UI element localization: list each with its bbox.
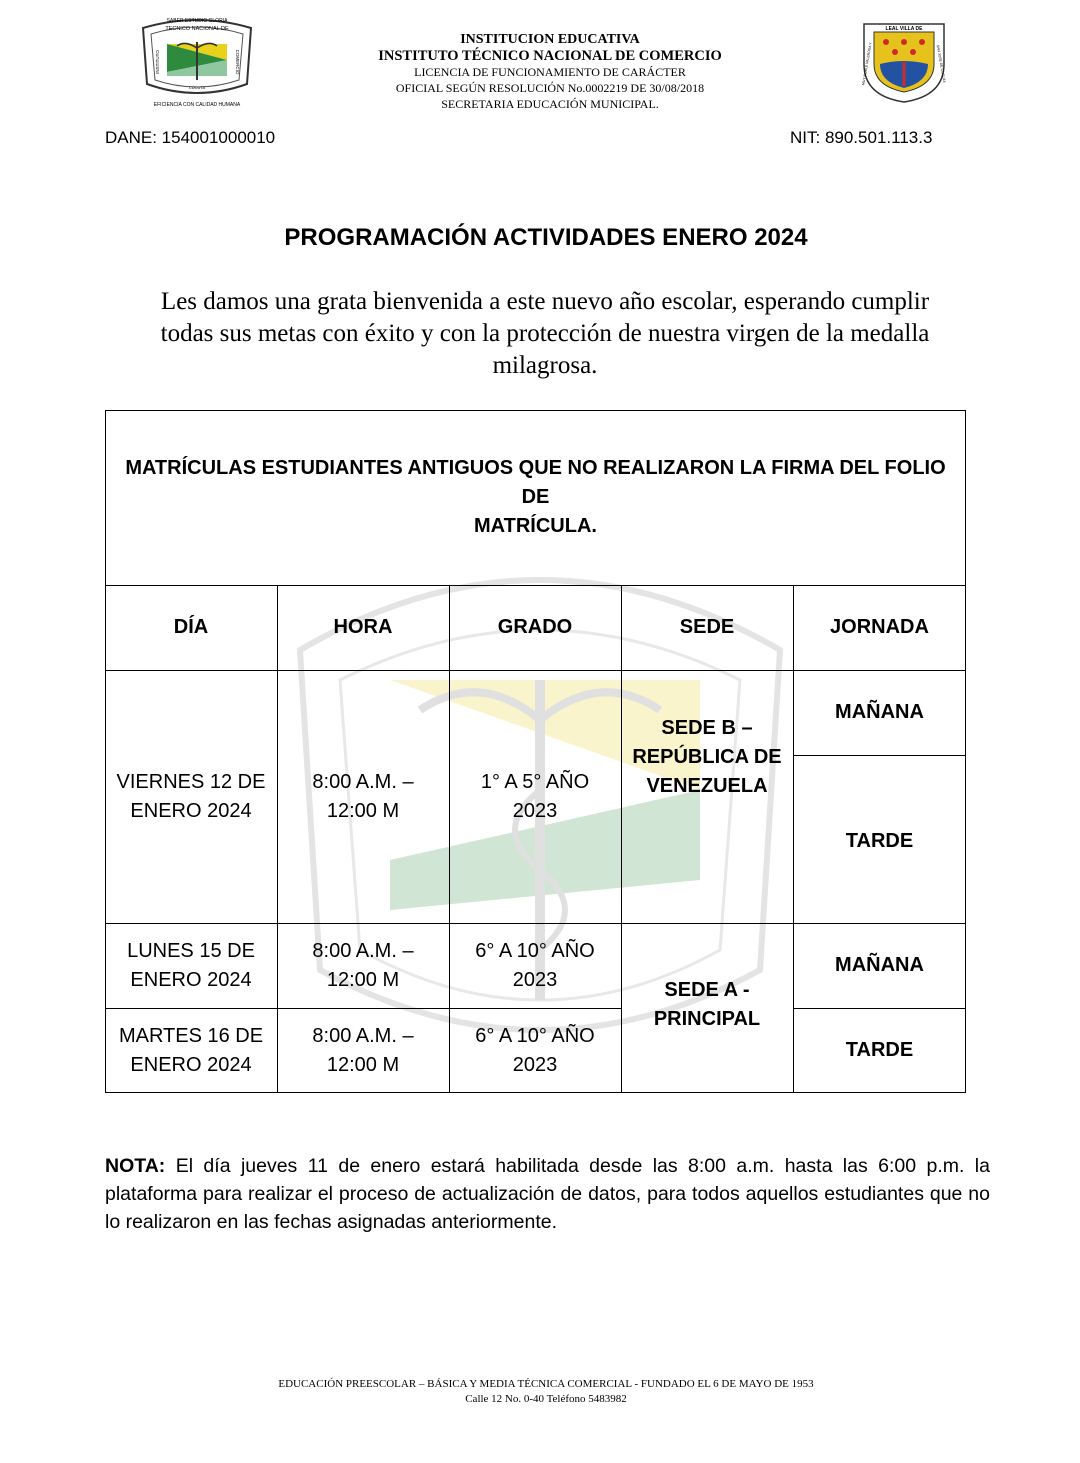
row3-hora — [277, 1008, 449, 1093]
page-footer — [0, 1377, 1080, 1407]
cell-line: SEDE A - — [664, 979, 750, 1001]
cell-line: MARTES 16 DE — [118, 1024, 264, 1047]
header-line-3: LICENCIA DE FUNCIONAMIENTO DE CARÁCTER — [414, 65, 686, 79]
cell-line: 12:00 M — [326, 1053, 400, 1076]
schedule-table — [105, 410, 966, 1093]
crest-side-right: COMERCIO — [235, 49, 240, 75]
jornada-tarde-2: TARDE — [845, 1039, 914, 1061]
school-crest-logo — [137, 14, 257, 110]
cell-line: PRINCIPAL — [653, 1008, 761, 1030]
cell-line: ENERO 2024 — [130, 1053, 252, 1076]
table-divider — [621, 585, 622, 1093]
cell-line: 2023 — [512, 799, 558, 822]
table-caption — [105, 410, 966, 585]
table-divider — [105, 923, 966, 924]
sede-b — [621, 670, 793, 845]
cell-line: 12:00 M — [326, 968, 400, 991]
school-crest-icon — [137, 14, 257, 110]
cell-line: LUNES 15 DE — [127, 939, 255, 962]
table-divider — [449, 585, 450, 1093]
cell-line: 8:00 A.M. – — [312, 770, 414, 793]
crest-top-text: SABER ESTUDIO GLORIA — [166, 18, 228, 24]
row2-hora — [277, 923, 449, 1008]
header-line-5: SECRETARIA EDUCACIÓN MUNICIPAL. — [441, 97, 659, 111]
crest-arc-text: TECNICO NACIONAL DE — [165, 26, 229, 32]
arms-right-text: SAN JOSE DE CUCUTA — [935, 44, 947, 84]
table-divider — [105, 670, 966, 671]
cell-line: VENEZUELA — [646, 775, 768, 797]
cell-line: 2023 — [512, 1053, 558, 1076]
welcome-line: milagrosa. — [492, 352, 598, 379]
table-divider — [105, 1008, 621, 1009]
header-jornada: JORNADA — [830, 616, 929, 638]
header-line-4: OFICIAL SEGÚN RESOLUCIÓN No.0002219 DE 30/08/2018 — [395, 81, 705, 95]
header-line-2: INSTITUTO TÉCNICO NACIONAL DE COMERCIO — [378, 48, 722, 64]
sede-a — [621, 923, 793, 1093]
header-grado: GRADO — [497, 616, 573, 638]
row2-grado — [449, 923, 621, 1008]
table-divider — [105, 585, 966, 586]
row2-dia — [105, 923, 277, 1008]
institution-header — [300, 32, 800, 112]
cell-line: 1° A 5° AÑO — [480, 770, 590, 793]
table-border — [965, 410, 966, 1093]
table-divider — [793, 755, 966, 756]
footer-line-1: EDUCACIÓN PREESCOLAR – BÁSICA Y MEDIA TÉCNICA COMERCIAL - FUNDADO EL 6 DE MAYO DE 1953 — [278, 1378, 814, 1390]
header-line-1: INSTITUCION EDUCATIVA — [460, 32, 640, 47]
header-sede: SEDE — [679, 616, 735, 638]
row1-dia — [105, 670, 277, 923]
nota-text: El día jueves 11 de enero estará habilitada desde las 8:00 a.m. hasta las 6:00 p.m. la plataforma para realizar el proceso de actualización de datos, para todos aquellos estudiantes que no lo realizaron en las fechas asignadas anteriormente. — [105, 1155, 990, 1233]
page-title: PROGRAMACIÓN ACTIVIDADES ENERO 2024 — [284, 224, 808, 251]
crest-city: CÚCUTA — [188, 85, 206, 90]
row3-dia — [105, 1008, 277, 1093]
nota-label: NOTA: — [105, 1155, 166, 1177]
dane-code: DANE: 154001000010 — [105, 128, 276, 147]
table-divider — [277, 585, 278, 1093]
arms-top-text: LEAL VILLA DE — [885, 26, 923, 32]
crest-motto: EFICIENCIA CON CALIDAD HUMANA — [153, 102, 241, 108]
cell-line: ENERO 2024 — [130, 799, 252, 822]
table-border — [105, 1092, 966, 1093]
row1-hora — [277, 670, 449, 923]
welcome-line: Les damos una grata bienvenida a este nuevo año escolar, esperando cumplir — [160, 288, 930, 315]
cell-line: 6° A 10° AÑO — [475, 1024, 595, 1047]
crest-side-left: INSTITUTO — [155, 50, 160, 74]
city-coat-of-arms-logo — [858, 20, 950, 104]
welcome-line: todas sus metas con éxito y con la protección de nuestra virgen de la medalla — [160, 320, 930, 347]
table-divider — [793, 585, 794, 1093]
table-caption-line: MATRÍCULA. — [474, 515, 597, 537]
cell-line: VIERNES 12 DE — [116, 770, 266, 793]
cell-line: ENERO 2024 — [130, 968, 252, 991]
city-coat-of-arms-icon — [858, 20, 950, 104]
table-divider — [793, 1008, 966, 1009]
cell-line: 12:00 M — [326, 799, 400, 822]
header-hora: HORA — [333, 616, 393, 638]
cell-line: REPÚBLICA DE — [632, 746, 782, 768]
jornada-manana-1: MAÑANA — [835, 701, 924, 723]
arms-left-text: MUY NOBLE VALEROSA Y — [861, 42, 873, 86]
cell-line: 2023 — [512, 968, 558, 991]
nota-paragraph — [105, 1152, 990, 1236]
welcome-message — [95, 286, 995, 382]
row3-grado — [449, 1008, 621, 1093]
table-border — [105, 410, 106, 1093]
header-dia: DÍA — [173, 616, 209, 638]
table-border — [105, 410, 966, 411]
row1-grado — [449, 670, 621, 923]
table-caption-line: MATRÍCULAS ESTUDIANTES ANTIGUOS QUE NO REALIZARON LA FIRMA DEL FOLIO DE — [125, 457, 946, 508]
cell-line: SEDE B – — [661, 717, 753, 739]
cell-line: 8:00 A.M. – — [312, 939, 414, 962]
cell-line: 8:00 A.M. – — [312, 1024, 414, 1047]
jornada-tarde-1: TARDE — [845, 829, 914, 852]
jornada-manana-2: MAÑANA — [835, 954, 924, 976]
footer-line-2: Calle 12 No. 0-40 Teléfono 5483982 — [465, 1393, 627, 1405]
cell-line: 6° A 10° AÑO — [475, 939, 595, 962]
nit-number: NIT: 890.501.113.3 — [790, 128, 933, 147]
